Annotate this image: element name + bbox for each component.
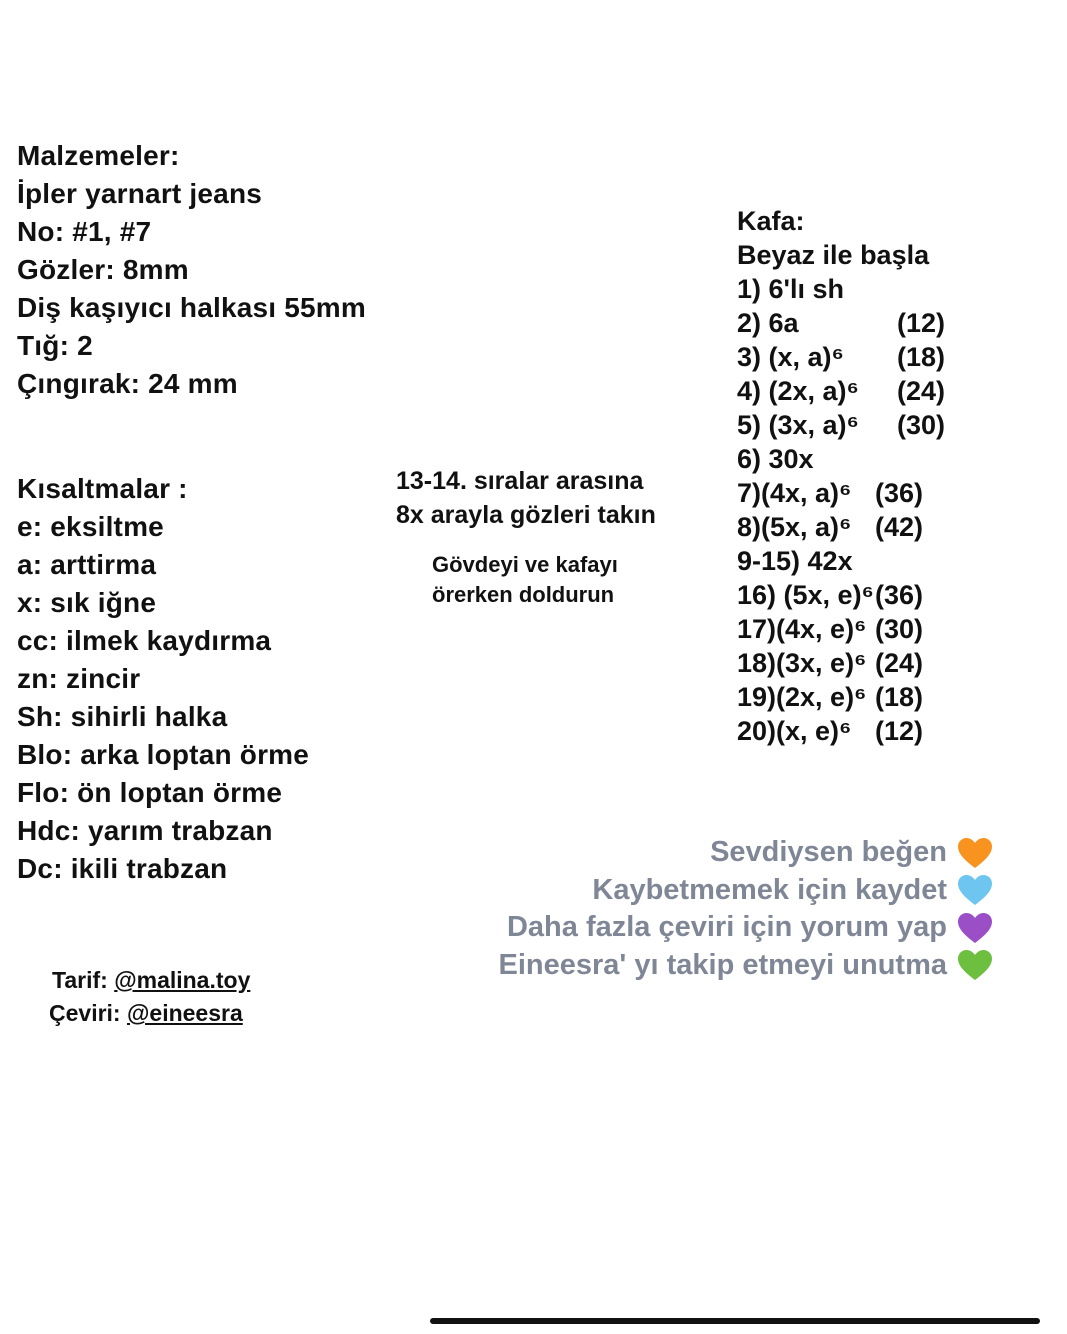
head-row-step: 8)(5x, a)⁶ [737, 512, 852, 542]
abbreviation-line: e: eksiltme [17, 511, 164, 542]
abbreviation-line: Dc: ikili trabzan [17, 853, 228, 884]
head-row-step: 9-15) 42x [737, 546, 853, 576]
head-start-instruction: Beyaz ile başla [737, 240, 930, 270]
eyes-note-line: 8x arayla gözleri takın [396, 501, 656, 529]
purple-heart-icon [957, 912, 993, 944]
head-section [737, 204, 1037, 748]
head-row-step: 1) 6'lı sh [737, 274, 844, 304]
promo-line [498, 872, 993, 910]
head-row-step: 7)(4x, a)⁶ [737, 478, 852, 508]
abbreviation-line: Hdc: yarım trabzan [17, 815, 273, 846]
head-row-step: 16) (5x, e)⁶ [737, 580, 874, 610]
head-row [737, 680, 1037, 714]
abbreviations-section [17, 470, 309, 888]
recipe-handle[interactable]: @malina.toy [114, 967, 251, 993]
head-row-count: (18) [875, 682, 924, 712]
materials-line: İpler yarnart jeans [17, 178, 263, 209]
head-row [737, 612, 1037, 646]
head-row-count: (18) [897, 342, 946, 372]
materials-line: Diş kaşıyıcı halkası 55mm [17, 292, 366, 323]
head-row-count: (24) [897, 376, 946, 406]
head-rows [737, 272, 1037, 748]
recipe-credit [52, 964, 250, 997]
head-row-count: (42) [875, 512, 924, 542]
head-row [737, 714, 1037, 748]
abbreviation-line: cc: ilmek kaydırma [17, 625, 272, 656]
head-row-count: (36) [875, 580, 924, 610]
credits [49, 964, 251, 1030]
promo-line [498, 909, 993, 947]
abbreviation-line: Blo: arka loptan örme [17, 739, 310, 770]
head-row [737, 306, 1037, 340]
materials-line: Gözler: 8mm [17, 254, 189, 285]
abbreviation-line: Flo: ön loptan örme [17, 777, 283, 808]
materials-section [17, 137, 366, 403]
promo-line [498, 947, 993, 985]
promo-section [498, 834, 993, 984]
head-row [737, 374, 1037, 408]
head-heading: Kafa: [737, 206, 805, 236]
head-row [737, 408, 1037, 442]
abbreviation-line: a: arttirma [17, 549, 157, 580]
abbreviation-line: x: sık iğne [17, 587, 157, 618]
head-row-step: 18)(3x, e)⁶ [737, 648, 867, 678]
materials-line: No: #1, #7 [17, 216, 152, 247]
head-row-step: 20)(x, e)⁶ [737, 716, 852, 746]
head-row-count: (30) [875, 614, 924, 644]
head-row-step: 6) 30x [737, 444, 814, 474]
translation-label: Çeviri: [49, 1000, 121, 1026]
head-row [737, 544, 1037, 578]
head-row [737, 442, 1037, 476]
head-row-count: (12) [875, 716, 924, 746]
eyes-note [396, 464, 656, 532]
promo-text: Eineesra' yı takip etmeyi unutma [498, 948, 947, 981]
head-row-count: (36) [875, 478, 924, 508]
head-row [737, 578, 1037, 612]
head-row-step: 4) (2x, a)⁶ [737, 376, 859, 406]
head-row-step: 3) (x, a)⁶ [737, 342, 844, 372]
promo-text: Kaybetmemek için kaydet [592, 873, 947, 906]
head-row-count: (30) [897, 410, 946, 440]
promo-text: Sevdiysen beğen [710, 836, 947, 869]
materials-line: Tığ: 2 [17, 330, 93, 361]
stuffing-note [432, 550, 618, 610]
orange-heart-icon [957, 837, 993, 869]
green-heart-icon [957, 949, 993, 981]
head-row-count: (12) [897, 308, 946, 338]
head-row-count: (24) [875, 648, 924, 678]
head-row [737, 476, 1037, 510]
translation-handle[interactable]: @eineesra [126, 1000, 243, 1026]
light-blue-heart-icon [957, 874, 993, 906]
head-row-step: 2) 6a [737, 308, 799, 338]
eyes-note-line: 13-14. sıralar arasına [396, 467, 644, 495]
stuffing-note-line: Gövdeyi ve kafayı [432, 552, 618, 577]
translation-credit [49, 997, 250, 1030]
head-row [737, 272, 1037, 306]
promo-text: Daha fazla çeviri için yorum yap [506, 911, 947, 944]
stuffing-note-line: örerken doldurun [432, 582, 615, 607]
materials-heading: Malzemeler: [17, 140, 180, 171]
abbreviations-heading: Kısaltmalar : [17, 473, 188, 504]
head-row [737, 646, 1037, 680]
head-row-step: 17)(4x, e)⁶ [737, 614, 867, 644]
bottom-divider [430, 1318, 1040, 1324]
head-row-step: 5) (3x, a)⁶ [737, 410, 859, 440]
head-row-step: 19)(2x, e)⁶ [737, 682, 867, 712]
head-row [737, 510, 1037, 544]
recipe-label: Tarif: [52, 967, 108, 993]
materials-line: Çıngırak: 24 mm [17, 368, 238, 399]
abbreviation-line: zn: zincir [17, 663, 141, 694]
promo-line [498, 834, 993, 872]
head-row [737, 340, 1037, 374]
abbreviation-line: Sh: sihirli halka [17, 701, 228, 732]
